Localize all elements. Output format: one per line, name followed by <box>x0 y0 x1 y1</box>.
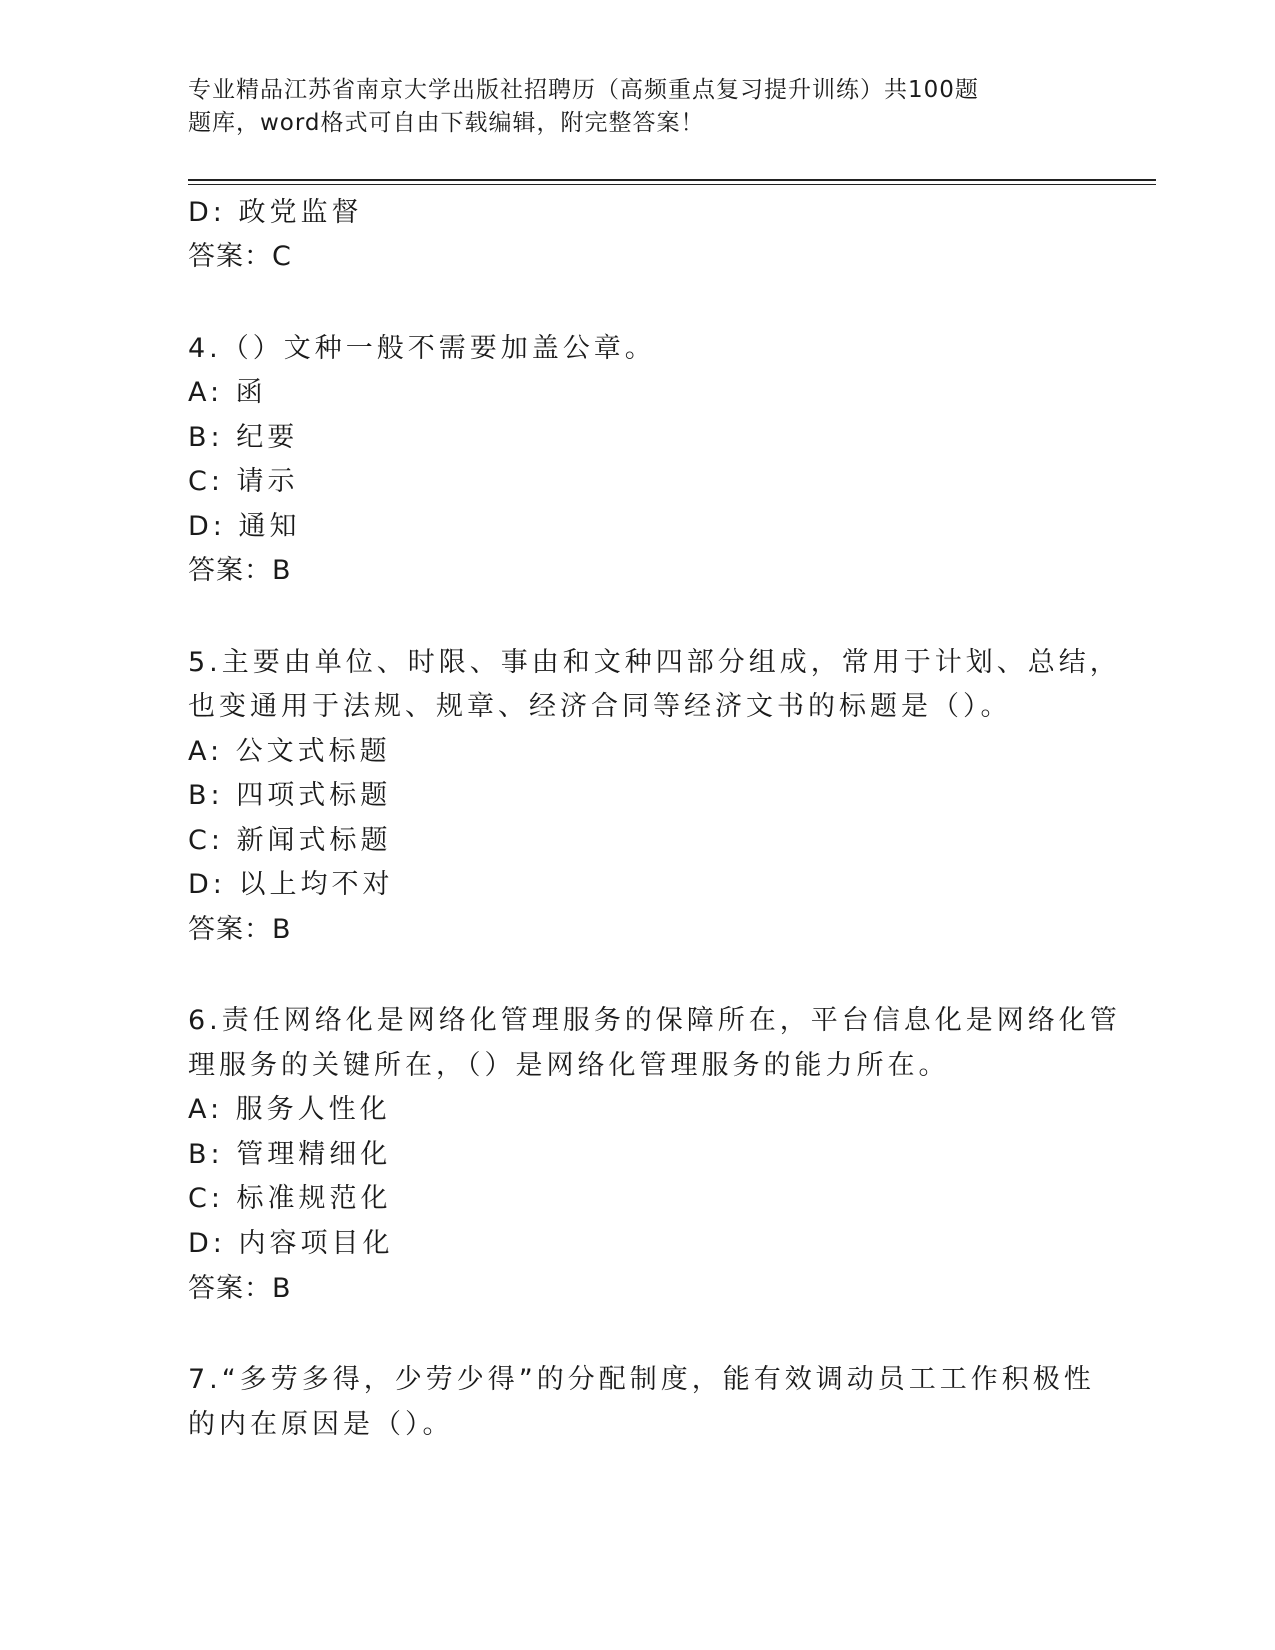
header-divider-thick <box>188 179 1156 181</box>
q7-stem-line-1: 7.“多劳多得，少劳少得”的分配制度，能有效调动员工工作积极性 <box>188 1364 1095 1395</box>
q7-stem-line-2: 的内在原因是（）。 <box>188 1409 454 1440</box>
q4-option-d: D: 通知 <box>188 511 301 542</box>
q3-option-d: D: 政党监督 <box>188 197 363 228</box>
q5-option-a: A: 公文式标题 <box>188 736 391 767</box>
q6-stem-line-1: 6.责任网络化是网络化管理服务的保障所在，平台信息化是网络化管 <box>188 1005 1121 1036</box>
q4-option-c: C: 请示 <box>188 466 299 497</box>
q5-stem-line-1: 5.主要由单位、时限、事由和文种四部分组成，常用于计划、总结， <box>188 647 1121 678</box>
q5-stem-line-2: 也变通用于法规、规章、经济合同等经济文书的标题是（）。 <box>188 691 1012 722</box>
q5-option-d: D: 以上均不对 <box>188 869 394 900</box>
q3-answer: 答案：C <box>188 241 292 272</box>
header-line-2: 题库，word格式可自由下载编辑，附完整答案！ <box>188 110 705 136</box>
q4-stem: 4.（）文种一般不需要加盖公章。 <box>188 333 656 364</box>
q5-option-b: B: 四项式标题 <box>188 780 392 811</box>
header-line-1: 专业精品江苏省南京大学出版社招聘历（高频重点复习提升训练）共100题 <box>188 77 979 103</box>
q6-option-c: C: 标准规范化 <box>188 1183 392 1214</box>
q6-stem-line-2: 理服务的关键所在，（）是网络化管理服务的能力所在。 <box>188 1050 950 1081</box>
document-header <box>188 74 1048 140</box>
q4-option-a: A: 函 <box>188 377 267 408</box>
q5-option-c: C: 新闻式标题 <box>188 825 392 856</box>
q6-option-b: B: 管理精细化 <box>188 1139 392 1170</box>
q6-option-d: D: 内容项目化 <box>188 1228 394 1259</box>
q5-answer: 答案：B <box>188 914 292 945</box>
q4-answer: 答案：B <box>188 555 292 586</box>
q6-answer: 答案：B <box>188 1273 292 1304</box>
header-divider-thin <box>188 184 1156 185</box>
q6-option-a: A: 服务人性化 <box>188 1094 391 1125</box>
q4-option-b: B: 纪要 <box>188 422 299 453</box>
